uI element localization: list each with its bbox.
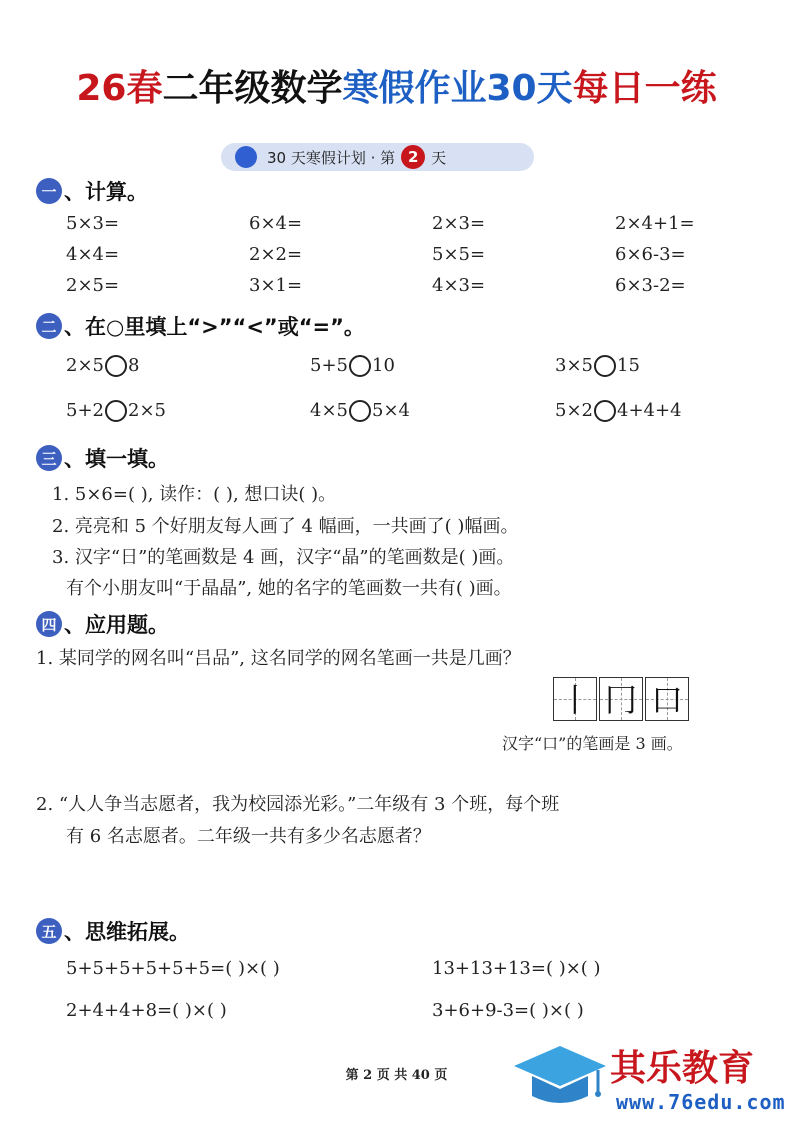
stroke-box [645,677,689,721]
calc-item: 2×4+1= [615,213,695,234]
section-badge: 三 [36,445,62,471]
compare-item [555,400,682,422]
stroke-box [599,677,643,721]
fill-question: 1. 5×6=( ), 读作：( ), 想口诀( )。 [52,484,337,505]
compare-circle[interactable] [349,400,371,422]
compare-item [66,400,166,422]
stroke-grid [553,677,693,721]
fill-question: 3. 汉字“日”的笔画数是 4 画，汉字“晶”的笔画数是( )画。 [52,547,515,568]
compare-left: 5×2 [555,400,593,421]
section-title-fill [36,443,169,473]
calc-item: 5×3= [66,213,120,234]
app-question-2-cont: 有 6 名志愿者。二年级一共有多少名志愿者？ [66,826,431,847]
compare-right: 5×4 [372,400,410,421]
stroke-char: 冂 [604,681,637,719]
compare-left: 5+2 [66,400,104,421]
calc-item: 4×4= [66,244,120,265]
banner-suffix: 天 [431,148,447,167]
compare-item [310,400,410,422]
compare-item [66,355,139,377]
section-badge: 五 [36,918,62,944]
page-title [0,60,793,111]
think-item: 13+13+13=( )×( ) [432,958,601,979]
banner-prefix: 30 天寒假计划 · 第 [267,148,396,167]
compare-right: 2×5 [128,400,166,421]
compare-left: 2×5 [66,355,104,376]
title-year: 26春 [76,68,163,109]
compare-item [555,355,640,377]
app-question-2: 2. “人人争当志愿者，我为校园添光彩。”二年级有 3 个班，每个班 [36,794,560,815]
section-badge: 一 [36,178,62,204]
graduation-cap-icon [510,1040,610,1110]
calc-item: 2×2= [249,244,303,265]
banner-day-number: 2 [401,145,425,169]
calc-item: 5×5= [432,244,486,265]
title-daily: 每日一练 [572,68,717,109]
logo-url: www.76edu.com [616,1090,786,1114]
compare-right: 4+4+4 [617,400,682,421]
section-heading: 、应用题。 [64,613,169,637]
calc-item: 6×4= [249,213,303,234]
think-item: 5+5+5+5+5+5=( )×( ) [66,958,280,979]
compare-left: 5+5 [310,355,348,376]
title-homework: 寒假作业30天 [342,68,573,109]
stroke-char: 丨 [558,681,591,719]
think-item: 2+4+4+8=( )×( ) [66,1000,227,1021]
app-question-1: 1. 某同学的网名叫“吕品”, 这名同学的网名笔画一共是几画？ [36,648,521,669]
section-heading: 、填一填。 [64,447,169,471]
stroke-char: 口 [650,681,683,719]
compare-circle[interactable] [594,400,616,422]
section-heading: 、在○里填上“>”“<”或“=”。 [64,315,365,339]
section-heading: 、思维拓展。 [64,920,190,944]
calc-item: 4×3= [432,275,486,296]
section-title-app [36,609,169,639]
section-title-calc [36,176,148,206]
compare-right: 8 [128,355,140,376]
day-banner [221,143,534,171]
compare-circle[interactable] [105,400,127,422]
fill-question: 有个小朋友叫“于晶晶”, 她的名字的笔画数一共有( )画。 [66,578,512,599]
section-title-compare [36,311,365,341]
stroke-box [553,677,597,721]
fill-question: 2. 亮亮和 5 个好朋友每人画了 4 幅画，一共画了( )幅画。 [52,516,519,537]
compare-circle[interactable] [105,355,127,377]
compare-item [310,355,395,377]
calc-item: 2×5= [66,275,120,296]
section-badge: 二 [36,313,62,339]
calc-item: 2×3= [432,213,486,234]
logo-name: 其乐教育 [610,1048,755,1089]
calc-item: 6×6-3= [615,244,686,265]
compare-circle[interactable] [594,355,616,377]
compare-right: 10 [372,355,395,376]
compare-circle[interactable] [349,355,371,377]
calc-item: 3×1= [249,275,303,296]
section-badge: 四 [36,611,62,637]
compare-right: 15 [617,355,640,376]
calc-item: 6×3-2= [615,275,686,296]
title-grade: 二年级数学 [162,68,343,109]
section-title-think [36,916,190,946]
compare-left: 3×5 [555,355,593,376]
compare-left: 4×5 [310,400,348,421]
think-item: 3+6+9-3=( )×( ) [432,1000,584,1021]
stroke-hint: 汉字“口”的笔画是 3 画。 [502,734,683,753]
banner-dot-icon [235,146,257,168]
page-number: 第 2 页 共 40 页 [345,1068,448,1083]
section-heading: 、计算。 [64,180,148,204]
